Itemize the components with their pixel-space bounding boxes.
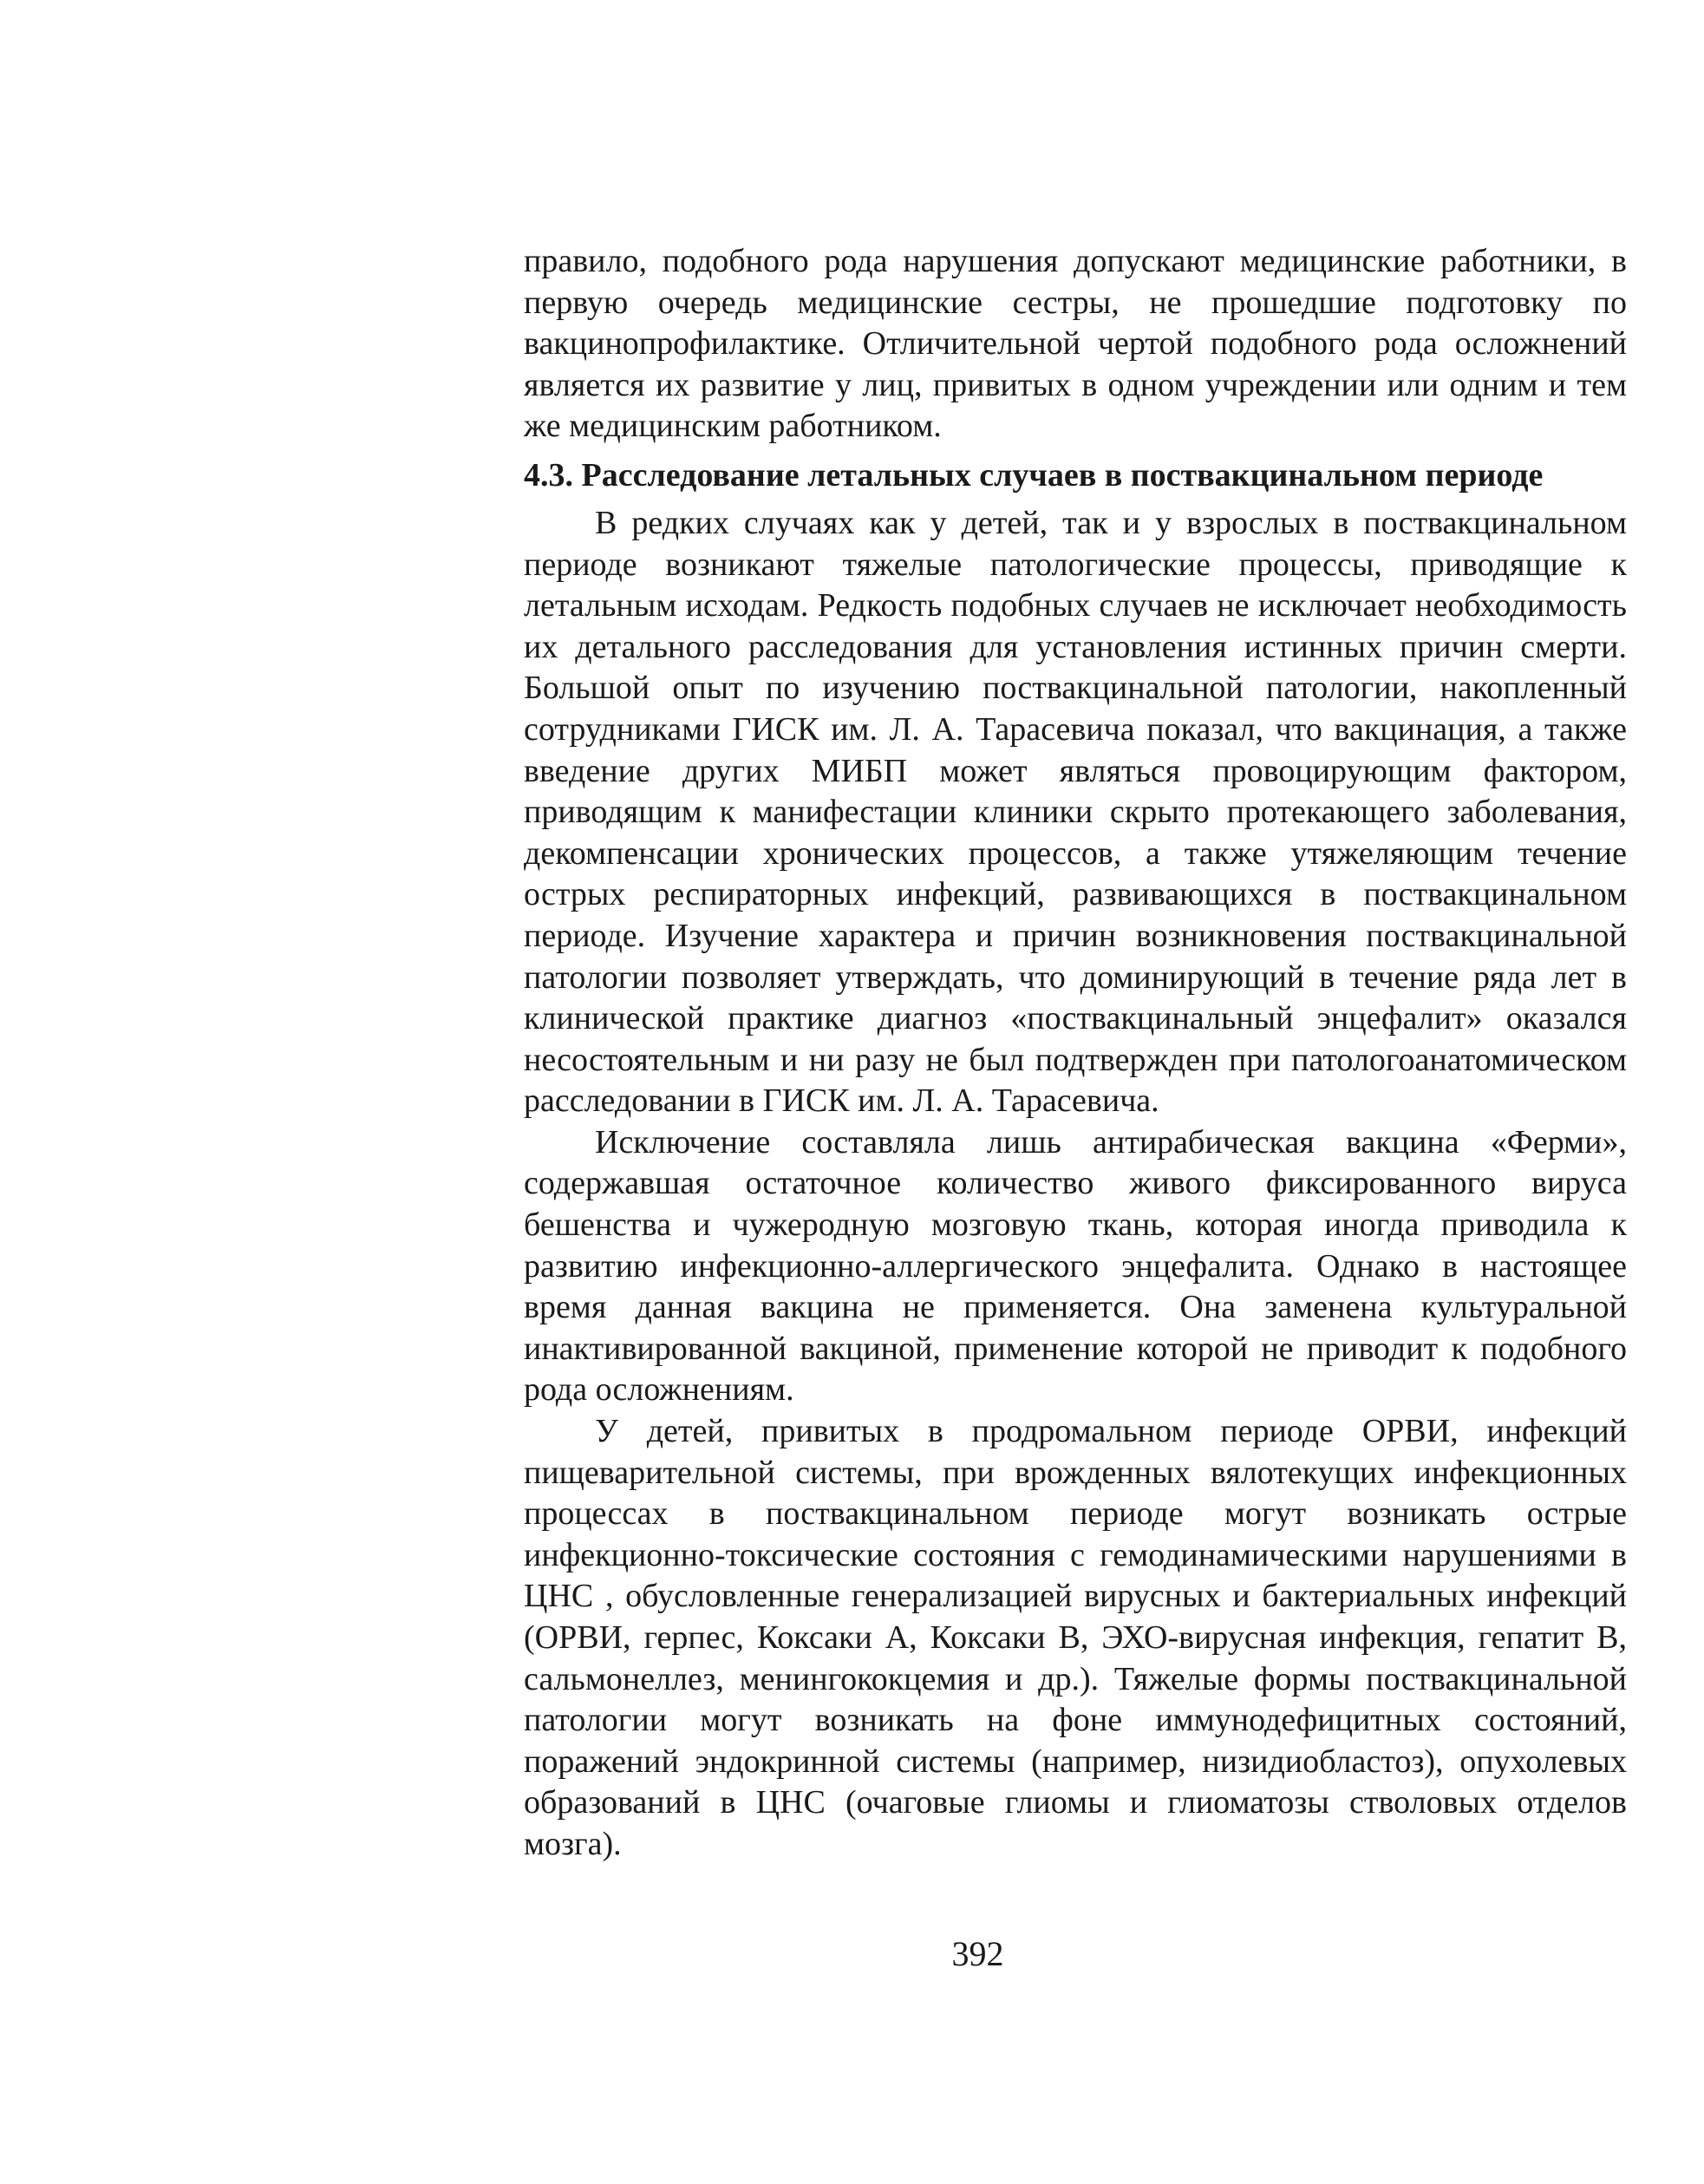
paragraph-2: Исключение составляла лишь антирабическая вакцина «Ферми», содержавшая остаточное количество живого фиксированного вируса бешенства и чужеродную мозговую ткань, которая иногда приводила к развитию инфекционно-аллергического энцефалита. Однако в настоящее время данная вакцина не применяется. Она заменена культуральной инактивированной вакциной, применение которой не приводит к подобного рода осложнениям. [524,1123,1627,1409]
paragraph-1: В редких случаях как у детей, так и у взрослых в поствакцинальном периоде возникают тяжелые патологические процессы, приводящие к летальным исходам. Редкость подобных случаев не исключает необходимость их детального расследования для установления истинных причин смерти. Большой опыт по изучению поствакцинальной патологии, накопленный сотрудниками ГИСК им. Л. А. Тарасевича показал, что вакцинация, а также введение других МИБП может являться провоцирующим фактором, приводящим к манифестации клиники скрыто протекающего заболевания, декомпенсации хронических процессов, а также утяжеляющим течение острых респираторных инфекций, развивающихся в поствакцинальном периоде. Изучение характера и причин возникновения поствакцинальной патологии позволяет утверждать, что доминирующий в течение ряда лет в клинической практике диагноз «поствакцинальный энцефалит» оказался несостоятельным и ни разу не был подтвержден при патологоанатомическом расследовании в ГИСК им. Л. А. Тарасевича. [524,504,1627,1120]
page-number: 392 [951,1934,1004,1973]
paragraph-3: У детей, привитых в продромальном периоде ОРВИ, инфекций пищеварительной системы, при врожденных вялотекущих инфекционных процессах в поствакцинальном периоде могут возникать острые инфекционно-токсические состояния с гемодинамическими нарушениями в ЦНС , обусловленные генерализацией вирусных и бактериальных инфекций (ОРВИ, герпес, Коксаки А, Коксаки В, ЭХО-вирусная инфекция, гепатит В, сальмонеллез, менингококцемия и др.). Тяжелые формы поствакцинальной патологии могут возникать на фоне иммунодефицитных состояний, поражений эндокринной системы (например, низидиобластоз), опухолевых образований в ЦНС (очаговые глиомы и глиоматозы стволовых отделов мозга). [524,1413,1627,1862]
text-block [524,241,1627,1866]
paragraph-continued: правило, подобного рода нарушения допускают медицинские работники, в первую очередь медицинские сестры, не прошедшие подготовку по вакцинопрофилактике. Отличительной чертой подобного рода осложнений является их развитие у лиц, привитых в одном учреждении или одним и тем же медицинским работником. [524,243,1627,445]
section-heading: 4.3. Расследование летальных случаев в поствакцинальном периоде [524,456,1544,494]
